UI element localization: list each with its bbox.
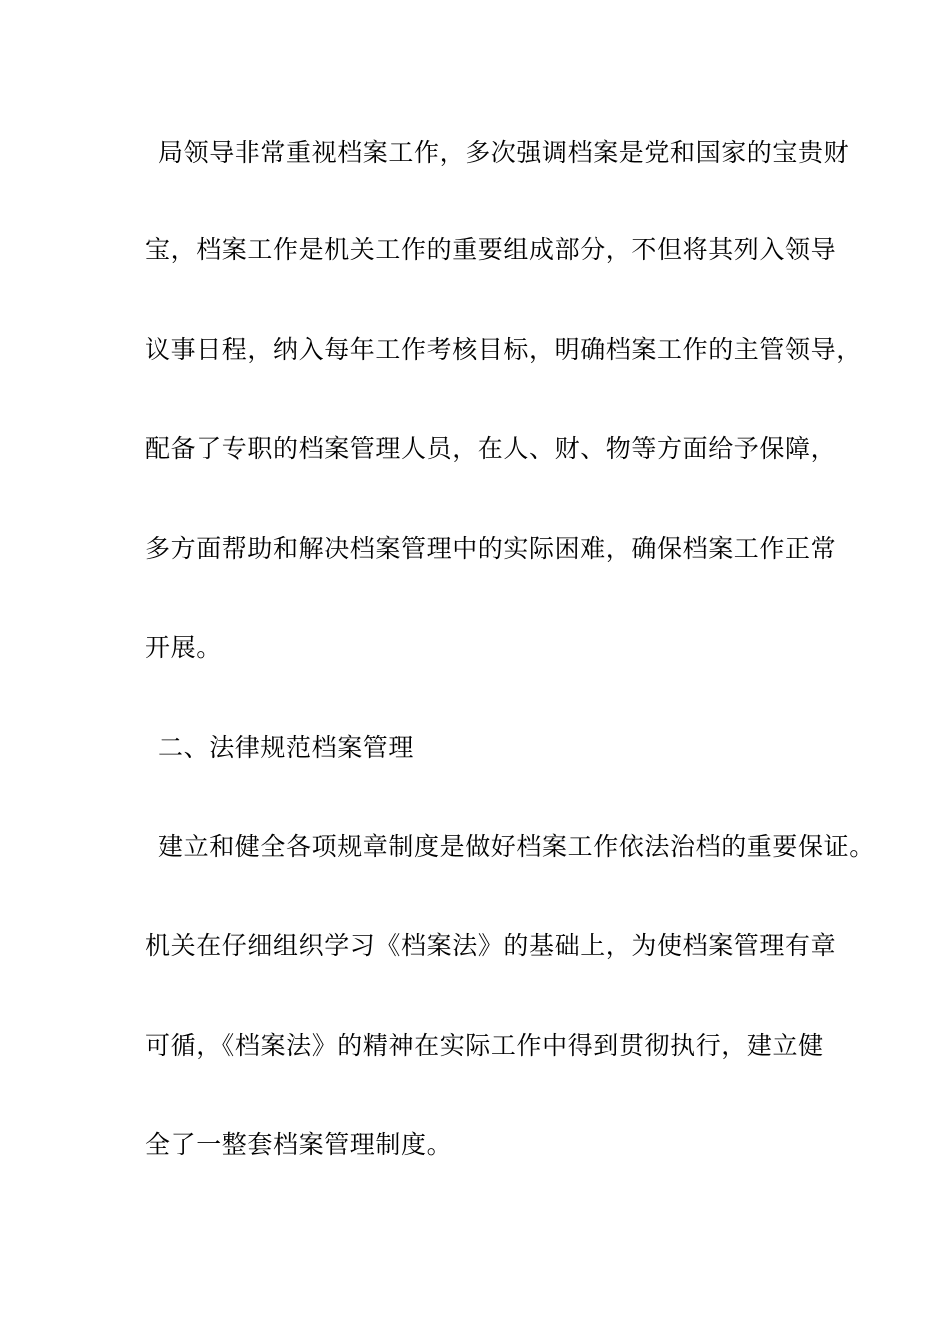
paragraph-line: 宝，档案工作是机关工作的重要组成部分，不但将其列入领导 [145, 235, 837, 264]
paragraph-line: 局领导非常重视档案工作，多次强调档案是党和国家的宝贵财 [158, 138, 850, 167]
section-heading: 二、法律规范档案管理 [158, 733, 415, 762]
paragraph-line: 开展。 [145, 633, 222, 662]
paragraph-line: 全了一整套档案管理制度。 [145, 1130, 453, 1159]
paragraph-line: 配备了专职的档案管理人员，在人、财、物等方面给予保障， [145, 434, 837, 463]
paragraph-line: 建立和健全各项规章制度是做好档案工作依法治档的重要保证。 [158, 832, 875, 861]
paragraph-line: 议事日程，纳入每年工作考核目标，明确档案工作的主管领导， [145, 335, 862, 364]
paragraph-line: 可循，《档案法》的精神在实际工作中得到贯彻执行，建立健 [145, 1031, 824, 1060]
paragraph-line: 多方面帮助和解决档案管理中的实际困难，确保档案工作正常 [145, 534, 837, 563]
paragraph-line: 机关在仔细组织学习《档案法》的基础上，为使档案管理有章 [145, 931, 837, 960]
